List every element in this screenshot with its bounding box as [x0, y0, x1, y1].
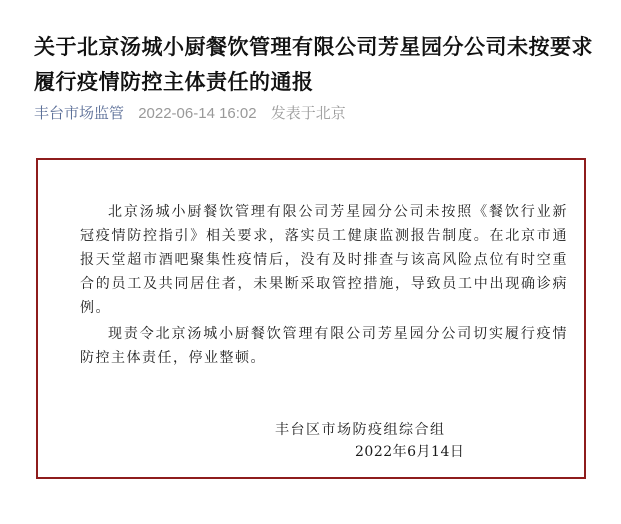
notice-date: 2022年6月14日 [355, 444, 465, 460]
publish-time: 2022-06-14 16:02 [138, 105, 257, 122]
notice-signature: 丰台区市场防疫组综合组 [275, 422, 446, 438]
notice-paragraph: 现责令北京汤城小厨餐饮管理有限公司芳星园分公司切实履行疫情防控主体责任，停业整顿。 [80, 326, 568, 366]
notice-image-frame [36, 158, 586, 479]
notice-paragraph: 北京汤城小厨餐饮管理有限公司芳星园分公司未按照《餐饮行业新冠疫情防控指引》相关要求，落实员工健康监测报告制度。在北京市通报天堂超市酒吧聚集性疫情后，没有及时排查与该高风险点位有时空重合的员工及共同居住者，未果断采取管控措施，导致员工中出现确诊病例。 [80, 204, 568, 316]
publish-location: 发表于北京 [270, 105, 346, 122]
notice-body [80, 200, 568, 372]
account-name-link[interactable]: 丰台市场监管 [34, 105, 125, 122]
article-title: 关于北京汤城小厨餐饮管理有限公司芳星园分公司未按要求履行疫情防控主体责任的通报 [34, 35, 593, 94]
article-meta [34, 104, 346, 124]
